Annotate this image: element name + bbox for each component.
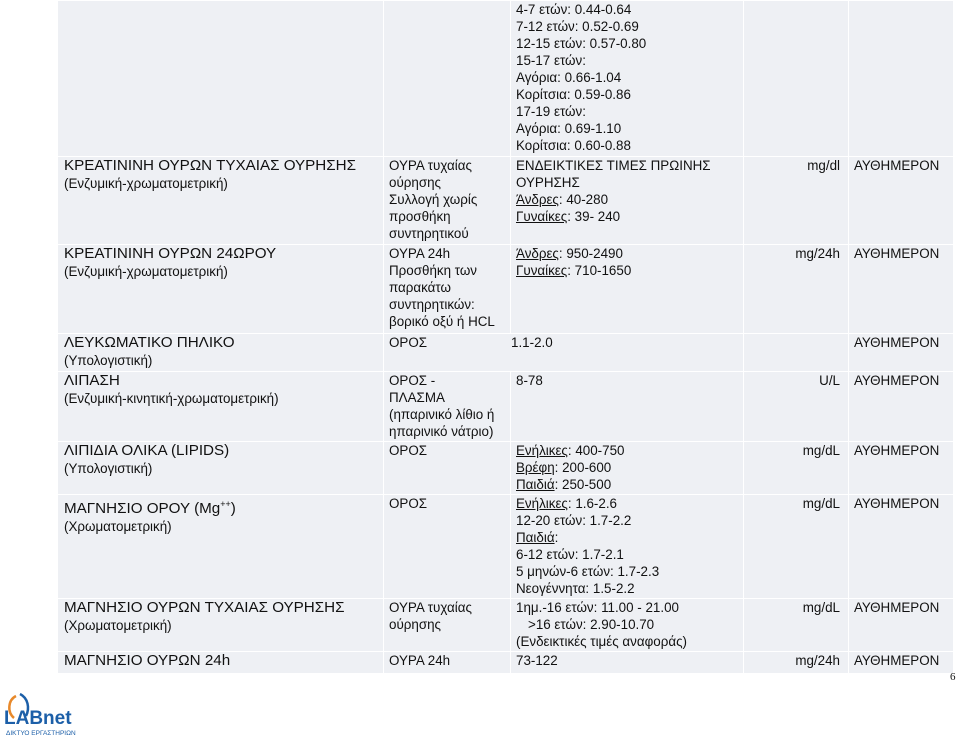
sample-value: ΟΡΟΣ <box>389 335 428 350</box>
test-name-cell <box>58 372 384 442</box>
unit-cell <box>744 1 849 157</box>
delivery-cell <box>849 1 954 157</box>
unit-cell <box>744 334 849 372</box>
sample-cell <box>384 1 511 157</box>
table-row <box>58 442 954 495</box>
reference-values-cell: Ενήλικες: 1.6-2.6 12-20 ετών: 1.7-2.2 Παιδιά: 6-12 ετών: 1.7-2.1 5 μηνών-6 ετών: 1.7-2.3 Νεογέννητα: 1.5-2.2 <box>511 495 744 599</box>
labnet-logo-icon <box>2 690 112 740</box>
reference-values-cell: 4-7 ετών: 0.44-0.64 7-12 ετών: 0.52-0.69 12-15 ετών: 0.57-0.80 15-17 ετών: Αγόρια: 0.66-1.04 Κορίτσια: 0.59-0.86 17-19 ετών: Αγόρια: 0.69-1.10 Κορίτσια: 0.60-0.88 <box>511 1 744 157</box>
test-name: ΚΡΕΑΤΙΝΙΝΗ ΟΥΡΩΝ ΤΥΧΑΙΑΣ ΟΥΡΗΣΗΣ <box>64 157 357 174</box>
delivery-cell: ΑΥΘΗΜΕΡΟΝ <box>849 157 954 245</box>
delivery-cell: ΑΥΘΗΜΕΡΟΝ <box>849 245 954 334</box>
sample-cell: ΟΥΡΑ 24h <box>384 652 511 674</box>
page-number: 6 <box>950 671 956 683</box>
test-method: (Ενζυμική-χρωματομετρική) <box>64 176 228 191</box>
sample-cell: ΟΥΡΑ τυχαίας ούρησης <box>384 599 511 652</box>
test-name-cell <box>58 157 384 245</box>
unit-cell: mg/dL <box>744 495 849 599</box>
reference-values-cell: ΕΝΔΕΙΚΤΙΚΕΣ ΤΙΜΕΣ ΠΡΩΙΝΗΣ ΟΥΡΗΣΗΣ Άνδρες: 40-280 Γυναίκες: 39- 240 <box>511 157 744 245</box>
unit-cell: mg/dL <box>744 442 849 495</box>
test-name: ΛΕΥΚΩΜΑΤΙΚΟ ΠΗΛΙΚΟ <box>64 334 235 351</box>
test-name: ΜΑΓΝΗΣΙΟ ΟΥΡΩΝ ΤΥΧΑΙΑΣ ΟΥΡΗΣΗΣ <box>64 599 345 616</box>
table-row <box>58 495 954 599</box>
table-row <box>58 157 954 245</box>
logo-sub-text: ΔΙΚΤΥΟ ΕΡΓΑΣΤΗΡΙΩΝ <box>6 730 76 737</box>
table-row <box>58 245 954 334</box>
delivery-cell: ΑΥΘΗΜΕΡΟΝ <box>849 372 954 442</box>
delivery-cell: ΑΥΘΗΜΕΡΟΝ <box>849 442 954 495</box>
table-row <box>58 1 954 157</box>
lab-tests-table <box>57 0 954 674</box>
test-method: (Ενζυμική-χρωματομετρική) <box>64 264 228 279</box>
test-name-cell <box>58 652 384 674</box>
sample-cell: ΟΥΡΑ τυχαίας ούρησης Συλλογή χωρίς προσθήκη συντηρητικού <box>384 157 511 245</box>
table-row <box>58 334 954 372</box>
test-method: (Υπολογιστική) <box>64 353 153 368</box>
reference-values-cell: 1ημ.-16 ετών: 11.00 - 21.00 >16 ετών: 2.90-10.70 (Ενδεικτικές τιμές αναφοράς) <box>511 599 744 652</box>
reference-values-cell: Ενήλικες: 400-750 Βρέφη: 200-600 Παιδιά: 250-500 <box>511 442 744 495</box>
test-name: ΜΑΓΝΗΣΙΟ ΟΡΟΥ (Mg++) <box>64 499 236 518</box>
test-name: ΜΑΓΝΗΣΙΟ ΟΥΡΩΝ 24h <box>64 652 231 669</box>
test-name-cell <box>58 334 384 372</box>
logo-main-text: LABnet <box>4 708 72 729</box>
table-row <box>58 652 954 674</box>
delivery-cell: ΑΥΘΗΜΕΡΟΝ <box>849 334 954 372</box>
labnet-logo <box>2 690 112 740</box>
unit-cell: mg/dL <box>744 599 849 652</box>
test-name: ΛΙΠΙΔΙΑ ΟΛΙΚΑ (LIPIDS) <box>64 442 230 459</box>
unit-cell: U/L <box>744 372 849 442</box>
reference-values-cell: 8-78 <box>511 372 744 442</box>
reference-value: 1.1-2.0 <box>511 335 553 350</box>
delivery-cell: ΑΥΘΗΜΕΡΟΝ <box>849 495 954 599</box>
sample-reference-cell <box>384 334 744 372</box>
test-name-cell <box>58 1 384 157</box>
test-name: ΛΙΠΑΣΗ <box>64 372 120 389</box>
test-name-cell <box>58 495 384 599</box>
unit-cell: mg/dl <box>744 157 849 245</box>
reference-values-cell: 73-122 <box>511 652 744 674</box>
test-name-cell <box>58 442 384 495</box>
test-method: (Ενζυμική-κινητική-χρωματομετρική) <box>64 391 279 406</box>
sample-cell: ΟΡΟΣ - ΠΛΑΣΜΑ (ηπαρινικό λίθιο ή ηπαρινικό νάτριο) <box>384 372 511 442</box>
table-row <box>58 599 954 652</box>
test-name-cell <box>58 245 384 334</box>
test-method: (Υπολογιστική) <box>64 461 153 476</box>
test-name-cell <box>58 599 384 652</box>
table-row <box>58 372 954 442</box>
test-name: ΚΡΕΑΤΙΝΙΝΗ ΟΥΡΩΝ 24ΩΡΟΥ <box>64 245 277 262</box>
sample-cell: ΟΥΡΑ 24h Προσθήκη των παρακάτω συντηρητικών: βορικό οξύ ή HCL <box>384 245 511 334</box>
unit-cell: mg/24h <box>744 245 849 334</box>
sample-cell: ΟΡΟΣ <box>384 442 511 495</box>
unit-cell: mg/24h <box>744 652 849 674</box>
test-method: (Χρωματομετρική) <box>64 519 172 535</box>
test-method: (Χρωματομετρική) <box>64 618 172 633</box>
delivery-cell: ΑΥΘΗΜΕΡΟΝ <box>849 599 954 652</box>
sample-cell: ΟΡΟΣ <box>384 495 511 599</box>
reference-values-cell: Άνδρες: 950-2490 Γυναίκες: 710-1650 <box>511 245 744 334</box>
delivery-cell: ΑΥΘΗΜΕΡΟΝ <box>849 652 954 674</box>
